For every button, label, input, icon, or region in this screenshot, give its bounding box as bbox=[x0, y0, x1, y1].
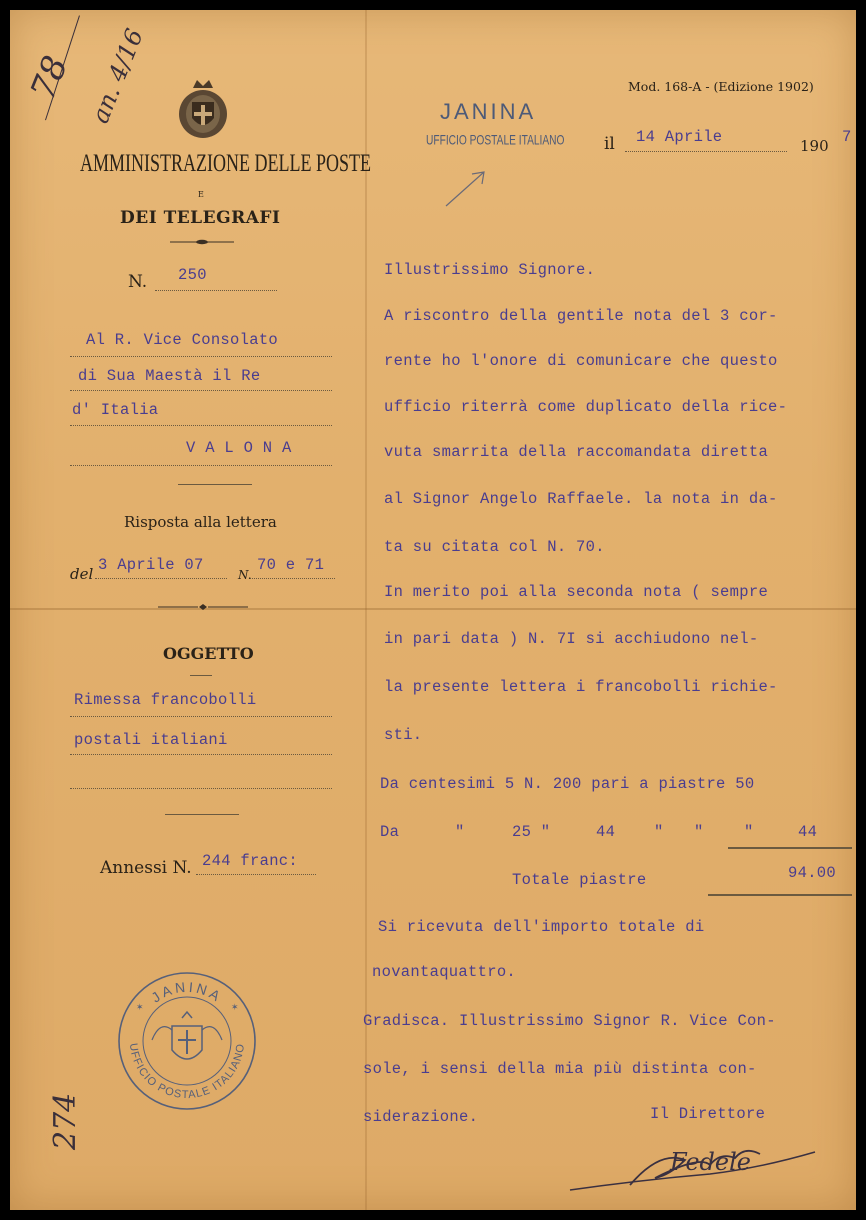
recipient-line-2: di Sua Maestà il Re bbox=[78, 367, 261, 385]
section-divider-2 bbox=[165, 814, 239, 815]
signoff: Il Direttore bbox=[650, 1105, 766, 1123]
body-line-10: sti. bbox=[384, 726, 423, 744]
ornament-divider-2 bbox=[158, 603, 248, 611]
pencil-arrow-mark bbox=[444, 168, 488, 208]
fold-crease bbox=[10, 608, 856, 610]
subject-underline-1 bbox=[70, 716, 332, 717]
del-label: del bbox=[70, 565, 94, 583]
body-line-6: ta su citata col N. 70. bbox=[384, 538, 605, 556]
body-line-9: la presente lettera i francobolli richie- bbox=[384, 678, 778, 696]
office-stamp-name: UFFICIO POSTALE ITALIANO bbox=[426, 132, 565, 149]
body-line-2: rente ho l'onore di comunicare che questo bbox=[384, 352, 778, 370]
total-rule-2 bbox=[708, 894, 852, 896]
body-line-7: In merito poi alla seconda nota ( sempre bbox=[384, 583, 769, 601]
ref-number-underline bbox=[250, 578, 335, 579]
number-label: N. bbox=[128, 272, 148, 292]
year-prefix: 190 bbox=[800, 137, 829, 155]
closing-line-5: siderazione. bbox=[363, 1108, 479, 1126]
stamps-row-2-ditto-3: " bbox=[694, 823, 704, 841]
total-label: Totale piastre bbox=[512, 871, 647, 889]
subject-underline-3 bbox=[70, 788, 332, 789]
closing-line-4: sole, i sensi della mia più distinta con- bbox=[363, 1060, 757, 1078]
del-underline bbox=[95, 578, 227, 579]
number-value: 250 bbox=[178, 266, 207, 284]
subject-label: OGGETTO bbox=[163, 644, 254, 663]
stamps-row-2-count: 44 bbox=[596, 823, 616, 841]
stamps-row-2-ditto: " bbox=[455, 823, 465, 841]
body-line-5: al Signor Angelo Raffaele. la nota in da- bbox=[384, 490, 778, 508]
closing-line-3: Gradisca. Illustrissimo Signor R. Vice Con- bbox=[363, 1012, 776, 1030]
svg-text:UFFICIO POSTALE ITALIANO: UFFICIO POSTALE ITALIANO bbox=[126, 1042, 248, 1102]
bottom-margin-note: 274 bbox=[48, 1092, 83, 1150]
recipient-underline-1 bbox=[70, 356, 332, 357]
archive-note: an. 4/16 bbox=[85, 24, 149, 128]
date-prefix: il bbox=[604, 134, 615, 154]
ref-number-value: 70 e 71 bbox=[257, 556, 325, 574]
year-suffix: 7 bbox=[842, 128, 852, 146]
body-line-4: vuta smarrita della raccomandata diretta bbox=[384, 443, 769, 461]
subject-line-1: Rimessa francobolli bbox=[74, 691, 257, 709]
stamps-row-1: Da centesimi 5 N. 200 pari a piastre 50 bbox=[380, 775, 755, 793]
annexes-label: Annessi N. bbox=[100, 858, 192, 878]
stamps-row-2-da: Da bbox=[380, 823, 400, 841]
ornament-divider bbox=[170, 238, 234, 246]
archive-number: 78 bbox=[22, 50, 77, 106]
admin-title-amp: E bbox=[198, 190, 204, 199]
admin-title-line1: AMMINISTRAZIONE DELLE POSTE bbox=[80, 150, 371, 177]
del-value: 3 Aprile 07 bbox=[98, 556, 204, 574]
section-divider bbox=[178, 484, 252, 485]
total-value: 94.00 bbox=[788, 864, 837, 882]
body-line-8: in pari data ) N. 7I si acchiudono nel- bbox=[384, 630, 759, 648]
subject-underline-2 bbox=[70, 754, 332, 755]
subject-line-2: postali italiani bbox=[74, 731, 228, 749]
annexes-value: 244 franc: bbox=[202, 852, 299, 870]
ref-number-label: N. bbox=[238, 568, 252, 582]
svg-text:✶: ✶ bbox=[136, 1002, 144, 1012]
svg-text:JANINA: JANINA bbox=[148, 978, 226, 1006]
stamps-row-2-piastre: 44 bbox=[798, 823, 818, 841]
fold-crease-vertical bbox=[365, 10, 367, 1210]
total-rule-1 bbox=[728, 847, 852, 849]
date-value: 14 Aprile bbox=[636, 128, 723, 146]
annexes-underline bbox=[196, 874, 316, 875]
date-underline bbox=[625, 151, 787, 152]
coat-of-arms-icon bbox=[175, 78, 231, 142]
closing-line-1: Si ricevuta dell'importo totale di bbox=[378, 918, 705, 936]
recipient-underline-4 bbox=[70, 465, 332, 466]
stamps-row-2-ditto-4: " bbox=[744, 823, 754, 841]
body-line-1: A riscontro della gentile nota del 3 cor- bbox=[384, 307, 778, 325]
recipient-underline-2 bbox=[70, 390, 332, 391]
salutation: Illustrissimo Signore. bbox=[384, 261, 596, 279]
number-underline bbox=[155, 290, 277, 291]
model-note: Mod. 168-A - (Edizione 1902) bbox=[628, 79, 814, 94]
svg-text:✶: ✶ bbox=[231, 1002, 239, 1012]
director-signature bbox=[560, 1130, 830, 1200]
recipient-city: V A L O N A bbox=[186, 439, 292, 457]
admin-title-line2: DEI TELEGRAFI bbox=[120, 208, 281, 228]
svg-text:Fedele: Fedele bbox=[670, 1148, 751, 1176]
subject-dash bbox=[190, 675, 212, 676]
reply-label: Risposta alla lettera bbox=[124, 513, 277, 531]
stamps-row-2-ditto-2: " bbox=[654, 823, 664, 841]
closing-line-2: novantaquattro. bbox=[372, 963, 517, 981]
body-line-3: ufficio riterrà come duplicato della rice- bbox=[384, 398, 788, 416]
recipient-line-3: d' Italia bbox=[72, 401, 159, 419]
stamps-row-2-value: 25 " bbox=[512, 823, 551, 841]
round-postmark-stamp bbox=[116, 970, 258, 1112]
office-stamp-city: JANINA bbox=[440, 99, 537, 124]
recipient-line-1: Al R. Vice Consolato bbox=[86, 331, 279, 349]
recipient-underline-3 bbox=[70, 425, 332, 426]
